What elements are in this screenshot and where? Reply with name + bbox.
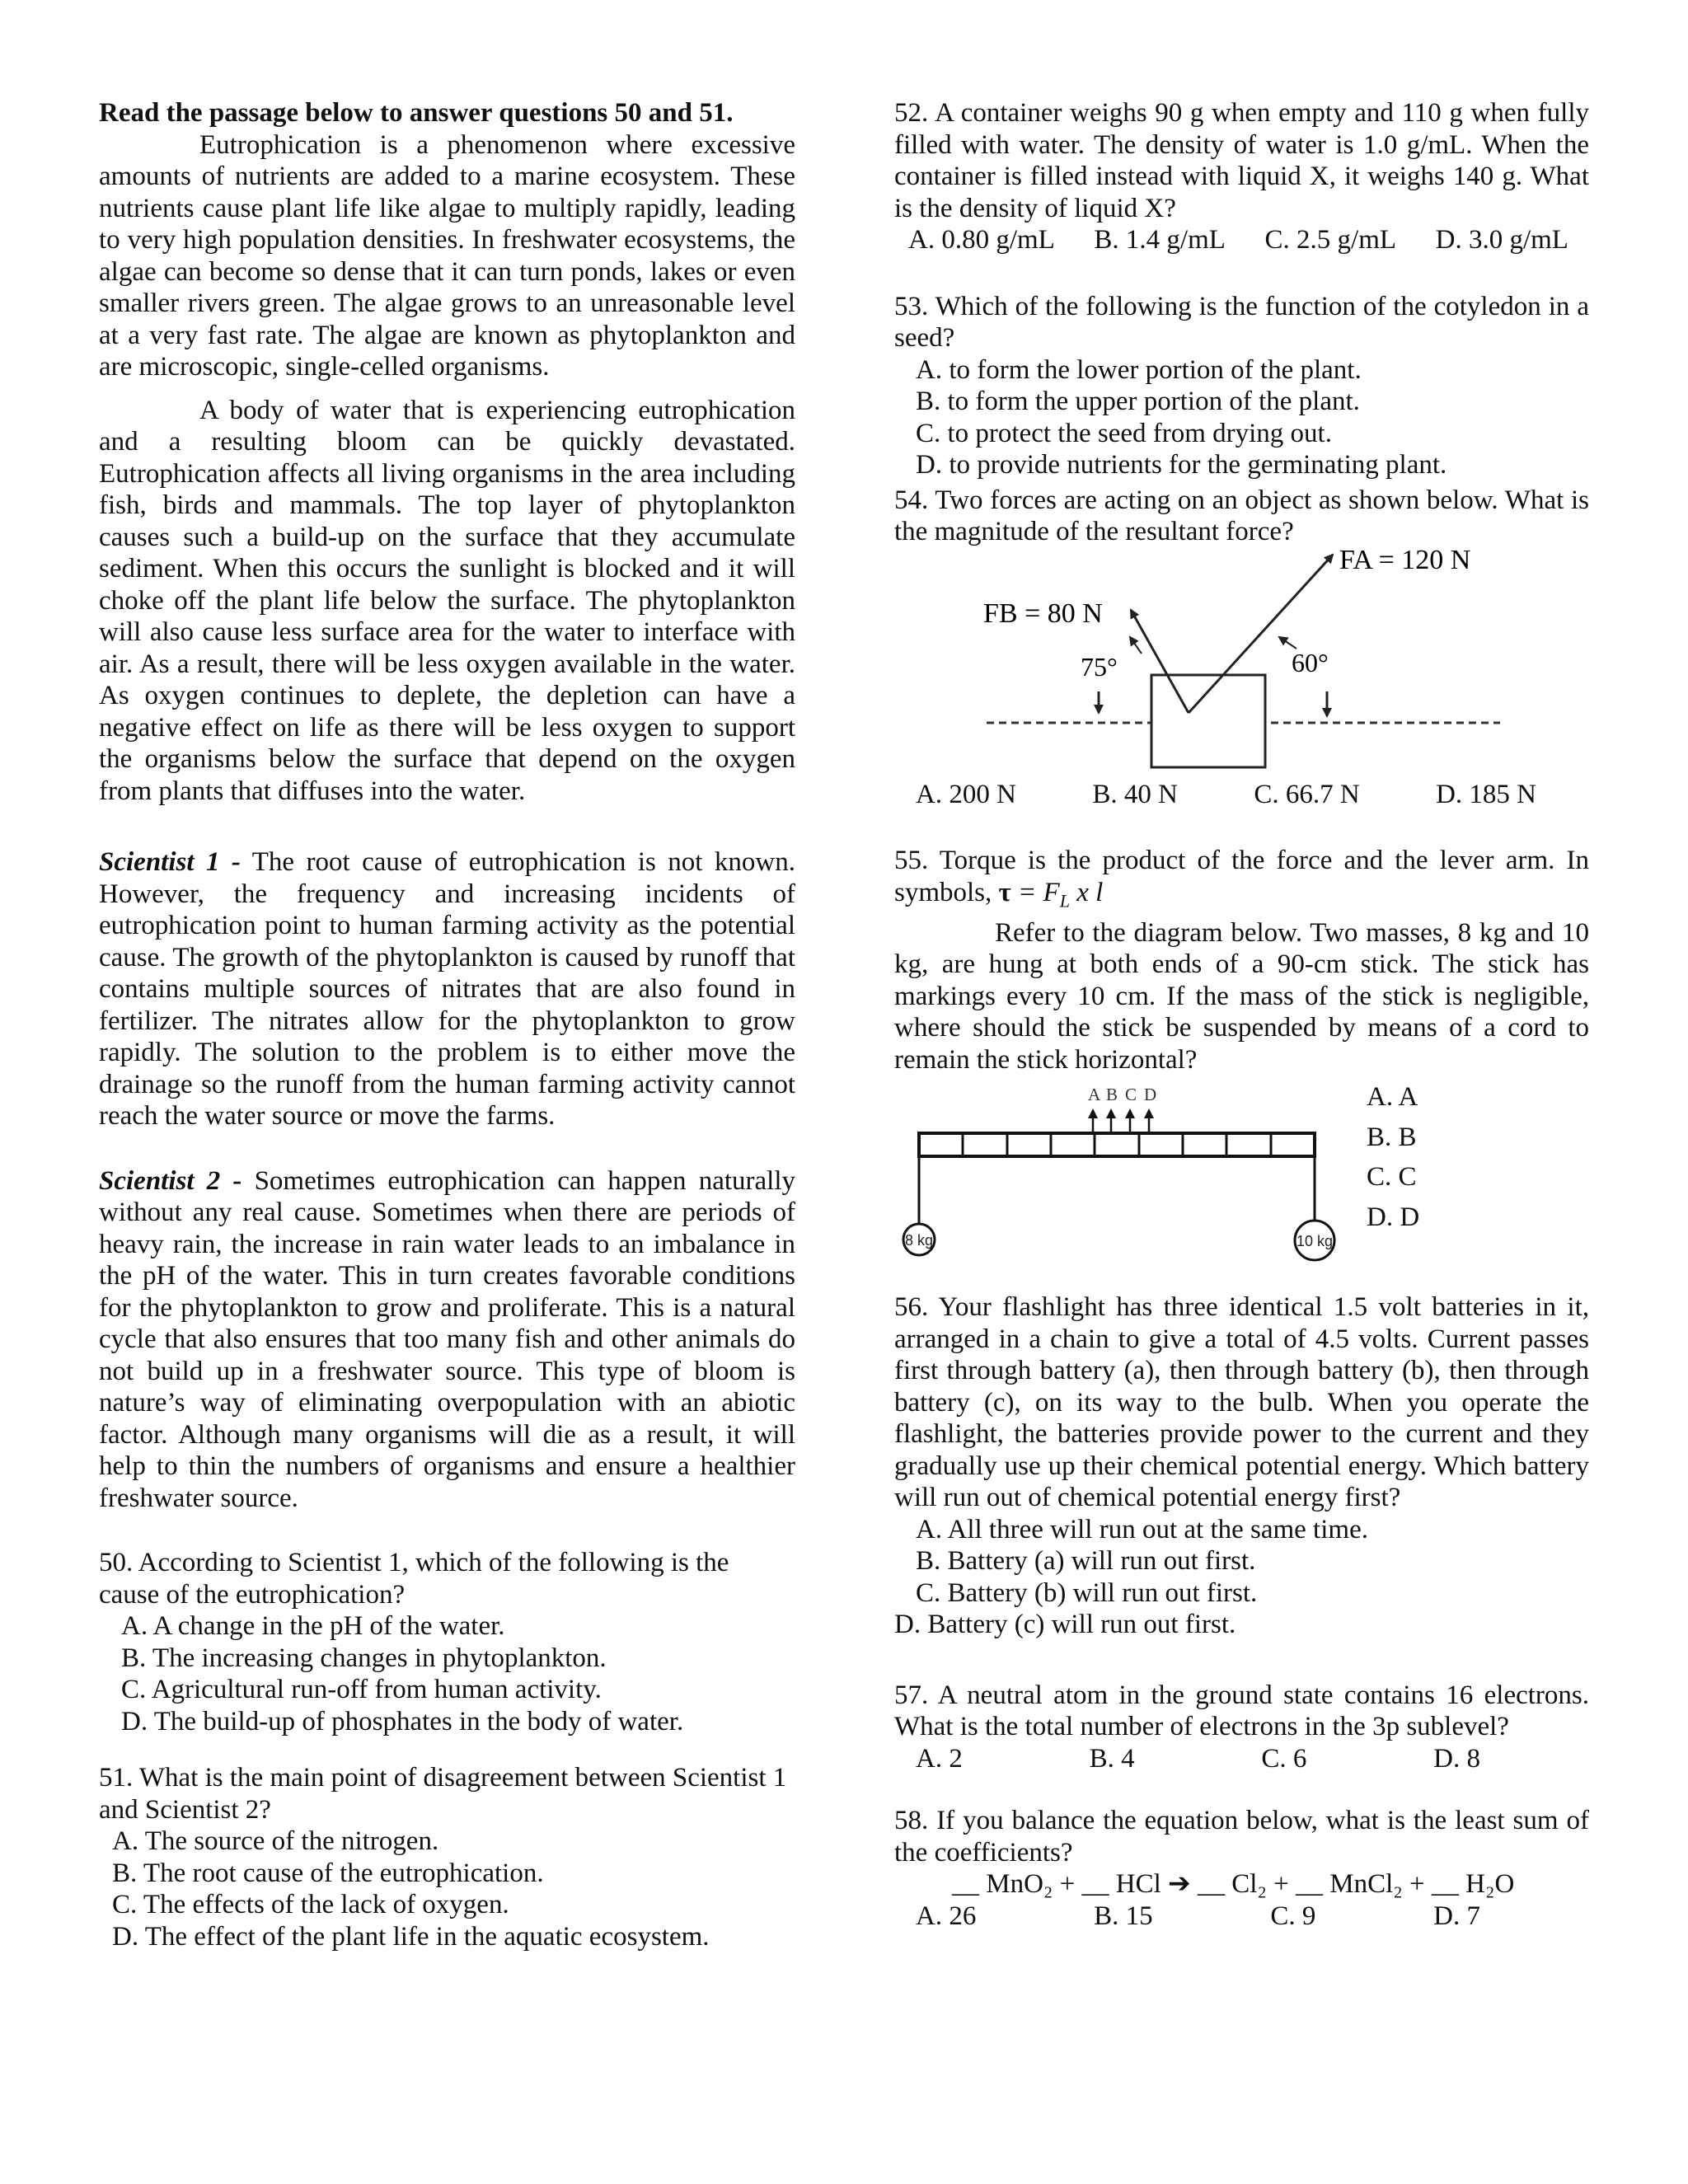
pivot-arrowhead-c: [1125, 1108, 1135, 1118]
lever-letter-b: B: [1106, 1085, 1118, 1105]
q51-option-b[interactable]: B. The root cause of the eutrophication.: [112, 1858, 544, 1888]
q50-option-b[interactable]: B. The increasing changes in phytoplankton.: [121, 1643, 607, 1673]
q53-options: [894, 354, 1589, 481]
q53-option-b[interactable]: B. to form the upper portion of the plant.: [916, 387, 1360, 416]
q58-option-b[interactable]: B. 15: [1094, 1900, 1153, 1931]
q54-option-a[interactable]: A. 200 N: [916, 779, 1016, 809]
q50-option-d[interactable]: D. The build-up of phosphates in the body of water.: [121, 1706, 684, 1736]
q58-stem: 58. If you balance the equation below, what is the least sum of the coefficients?: [894, 1806, 1589, 1868]
q57-option-a[interactable]: A. 2: [916, 1743, 963, 1774]
q52-option-a[interactable]: A. 0.80 g/mL: [908, 225, 1055, 255]
angle-b-arrow: [1130, 637, 1142, 654]
q55-option-a[interactable]: A. A: [1367, 1082, 1418, 1113]
q53-option-a[interactable]: A. to form the lower portion of the plant.: [916, 354, 1362, 385]
angle-a-arrow: [1279, 637, 1296, 649]
q54-options: [894, 779, 1589, 811]
q55-option-c[interactable]: C. C: [1367, 1162, 1417, 1193]
pivot-arrowhead-a: [1088, 1108, 1098, 1118]
tau-symbol: τ: [998, 877, 1011, 907]
lever-letter-c: C: [1125, 1085, 1137, 1105]
q50-option-a[interactable]: A. A change in the pH of the water.: [121, 1611, 505, 1641]
q56-option-a[interactable]: A. All three will run out at the same time.: [916, 1514, 1368, 1544]
q50-option-c[interactable]: C. Agricultural run-off from human activity.: [121, 1675, 602, 1704]
q57-option-b[interactable]: B. 4: [1089, 1743, 1135, 1774]
force-a-label: FA = 120 N: [1339, 547, 1471, 575]
scientist-2-label: Scientist 2 -: [99, 1165, 242, 1196]
right-mass-label: 10 kg: [1296, 1233, 1334, 1250]
q54-option-c[interactable]: C. 66.7 N: [1254, 779, 1360, 809]
q51-option-a[interactable]: A. The source of the nitrogen.: [112, 1826, 439, 1856]
angle-a-label: 60°: [1292, 647, 1329, 677]
q50-options: [99, 1610, 795, 1737]
lever-diagram: [894, 1076, 1339, 1291]
angle-b-label: 75°: [1081, 651, 1118, 682]
q54-option-d[interactable]: D. 185 N: [1436, 779, 1536, 809]
scientist-2-view: [99, 1165, 795, 1515]
passage-paragraph-1: Eutrophication is a phenomenon where excessive amounts of nutrients are added to a marine ecosystem. These nutrients cause plant life like algae to multiply rapidly, leading to very high population densities. In freshwater ecosystems, the algae can become so dense that it can turn ponds, lakes or even smaller rivers green. The algae grows to an unreasonable level at a very fast rate. The algae are known as phytoplankton and are microscopic, single-celled organisms.: [99, 129, 795, 382]
passage-paragraph-2: A body of water that is experiencing eutrophication and a resulting bloom can be quickly devastated. Eutrophication affects all living organisms in the area including fish, birds and mammals. The top layer of phytoplankton causes such a build-up on the surface that they accumulate sediment. When this occurs the sunlight is blocked and it will choke off the plant life below the surface. The phytoplankton will also cause less surface area for the water to interface with air. As a result, there will be less oxygen available in the water. As oxygen continues to deplete, the depletion can have a negative effect on life as there will be less oxygen to support the organisms below the surface that depend on the oxygen from plants that diffuses into the water.: [99, 395, 795, 806]
formula-tail: x l: [1069, 877, 1104, 907]
q56-options: [894, 1514, 1589, 1641]
pivot-arrowhead-b: [1106, 1108, 1116, 1118]
force-b-label: FB = 80 N: [983, 598, 1103, 629]
q56-option-b[interactable]: B. Battery (a) will run out first.: [916, 1546, 1256, 1577]
q51-stem: 51. What is the main point of disagreement between Scientist 1 and Scientist 2?: [99, 1763, 787, 1825]
q56-option-d[interactable]: D. Battery (c) will run out first.: [894, 1610, 1236, 1640]
pivot-arrowhead-d: [1144, 1108, 1154, 1118]
q56-stem: 56. Your flashlight has three identical 1.5 volt batteries in it, arranged in a chain to give a total of 4.5 volts. Current passes first through battery (a), then through battery (b), then through battery (c), on its way to the bulb. When you operate the flashlight, the batteries provide power to the current and they gradually use up their chemical potential energy. Which battery will run out of chemical potential energy first?: [894, 1292, 1589, 1513]
q58-option-d[interactable]: D. 7: [1433, 1900, 1480, 1931]
lever-letter-d: D: [1144, 1085, 1157, 1105]
q51-option-d[interactable]: D. The effect of the plant life in the aquatic ecosystem.: [112, 1921, 710, 1952]
left-mass-label: 8 kg: [904, 1232, 934, 1249]
passage-heading: Read the passage below to answer questions 50 and 51.: [99, 98, 734, 128]
q50-stem: 50. According to Scientist 1, which of the following is the cause of the eutrophication?: [99, 1548, 729, 1610]
q52-options: [894, 224, 1589, 256]
q55-option-d[interactable]: D. D: [1367, 1202, 1420, 1232]
q52-option-d[interactable]: D. 3.0 g/mL: [1435, 225, 1568, 255]
q53-option-d[interactable]: D. to provide nutrients for the germinating plant.: [916, 450, 1447, 480]
lever-stick: [919, 1133, 1315, 1156]
q58-option-c[interactable]: C. 9: [1270, 1900, 1316, 1931]
q55-stem-text: 55. Torque is the product of the force and the lever arm. In symbols,: [894, 846, 1589, 907]
lever-letter-a: A: [1088, 1085, 1101, 1105]
q58-equation: __ MnO₂ + __ HCl ➔ __ Cl₂ + __ MnCl₂ + __ H₂O: [952, 1869, 1515, 1900]
q52-option-b[interactable]: B. 1.4 g/mL: [1094, 225, 1226, 255]
q52-option-c[interactable]: C. 2.5 g/mL: [1264, 225, 1397, 255]
q54-stem: 54. Two forces are acting on an object as shown below. What is the magnitude of the resultant force?: [894, 485, 1589, 546]
scientist-2-text: Sometimes eutrophication can happen naturally without any real cause. Sometimes when there are periods of heavy rain, the increase in rain water leads to an imbalance in the pH of the water. This in turn creates favorable conditions for the phytoplankton to grow and proliferate. This is a natural cycle that also ensures that too many fish and other animals do not build up in a freshwater source. This type of bloom is nature’s way of eliminating overpopulation with an abiotic factor. Although many organisms will die as a result, it will help to thin the numbers of organisms and ensure a healthier freshwater source.: [99, 1165, 795, 1513]
q57-stem: 57. A neutral atom in the ground state contains 16 electrons. What is the total number of electrons in the 3p sublevel?: [894, 1680, 1589, 1742]
q53-stem: 53. Which of the following is the function of the cotyledon in a seed?: [894, 291, 1589, 353]
q58-option-a[interactable]: A. 26: [916, 1900, 977, 1931]
q54-option-b[interactable]: B. 40 N: [1092, 779, 1178, 809]
q51-option-c[interactable]: C. The effects of the lack of oxygen.: [112, 1890, 509, 1919]
scientist-1-view: [99, 846, 795, 1132]
q55-option-b[interactable]: B. B: [1367, 1122, 1417, 1152]
left-column: [99, 97, 795, 1952]
formula-subscript: L: [1059, 890, 1070, 912]
q56-option-c[interactable]: C. Battery (b) will run out first.: [916, 1577, 1258, 1608]
q57-option-d[interactable]: D. 8: [1433, 1743, 1480, 1774]
q57-options: [894, 1743, 1589, 1775]
q55-options: [1367, 1077, 1419, 1237]
q57-option-c[interactable]: C. 6: [1261, 1743, 1307, 1774]
q55-paragraph: Refer to the diagram below. Two masses, 8 kg and 10 kg, are hung at both ends of a 90-cm stick. The stick has markings every 10 cm. If the mass of the stick is negligible, where should the stick be suspended by means of a cord to remain the stick horizontal?: [894, 917, 1589, 1075]
force-diagram: [894, 548, 1589, 779]
right-column: [894, 97, 1589, 1932]
scientist-1-label: Scientist 1 -: [99, 847, 241, 877]
q58-options: [894, 1900, 1589, 1933]
q51-options: [99, 1825, 795, 1952]
q55-diagram-area: [894, 1076, 1589, 1291]
q52-stem: 52. A container weighs 90 g when empty and 110 g when fully filled with water. The density of water is 1.0 g/mL. When the container is filled instead with liquid X, it weighs 140 g. What is the density of liquid X?: [894, 98, 1589, 223]
q55-stem: [894, 845, 1589, 917]
formula-force: = F: [1010, 877, 1060, 907]
q53-option-c[interactable]: C. to protect the seed from drying out.: [916, 418, 1332, 448]
scientist-1-text: The root cause of eutrophication is not known. However, the frequency and increasing incidents of eutrophication point to human farming activity as the potential cause. The growth of the phytoplankton is caused by runoff that contains multiple sources of nitrates that are also found in fertilizer. The nitrates allow for the phytoplankton to grow rapidly. The solution to the problem is to either move the drainage so the runoff from the human farming activity cannot reach the water source or move the farms.: [99, 847, 795, 1131]
object-box: [1151, 675, 1265, 767]
